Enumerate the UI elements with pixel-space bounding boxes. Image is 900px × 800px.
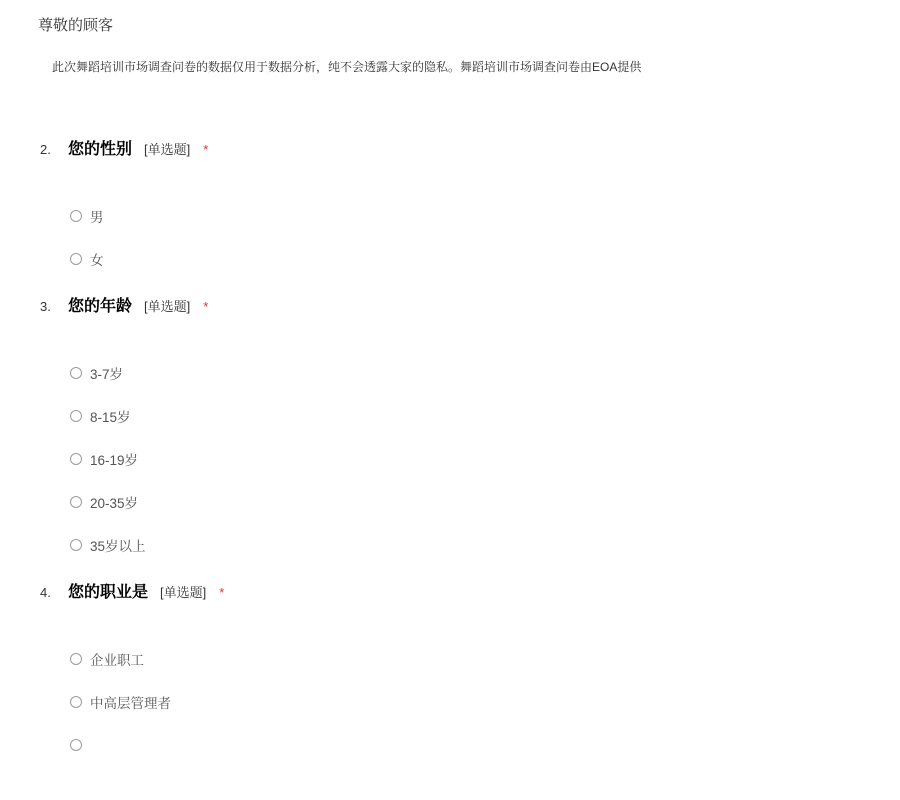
question-block-4 (38, 582, 900, 752)
radio-button-icon[interactable] (70, 696, 82, 708)
radio-option[interactable] (70, 252, 900, 266)
radio-option[interactable] (70, 209, 900, 223)
options-list (38, 209, 900, 266)
radio-option[interactable] (70, 366, 900, 380)
question-header (38, 139, 900, 161)
radio-option-label: 女 (90, 253, 104, 268)
question-type-label: [单选题] (160, 585, 207, 600)
radio-button-icon[interactable] (70, 653, 82, 665)
question-title: 您的年龄 (68, 298, 133, 315)
radio-option-label: 男 (90, 210, 104, 225)
radio-button-icon[interactable] (70, 367, 82, 379)
options-list (38, 366, 900, 552)
radio-option[interactable] (70, 538, 900, 552)
radio-button-icon[interactable] (70, 453, 82, 465)
radio-option[interactable] (70, 695, 900, 709)
radio-button-icon[interactable] (70, 539, 82, 551)
question-number: 2. (40, 142, 51, 157)
radio-option-label: 中高层管理者 (90, 696, 171, 711)
radio-button-icon[interactable] (70, 253, 82, 265)
radio-option[interactable] (70, 495, 900, 509)
required-asterisk: * (219, 585, 225, 600)
radio-button-icon[interactable] (70, 739, 82, 751)
question-number: 3. (40, 299, 51, 314)
radio-option-label: 35岁以上 (90, 539, 146, 554)
question-header (38, 296, 900, 318)
question-type-label: [单选题] (144, 299, 191, 314)
question-title: 您的职业是 (68, 584, 149, 601)
radio-option[interactable] (70, 652, 900, 666)
required-asterisk: * (203, 299, 209, 314)
survey-description: 此次舞蹈培训市场调查问卷的数据仅用于数据分析，纯不会透露大家的隐私。舞蹈培训市场调查问卷由EOA提供 (52, 60, 642, 74)
radio-option-partial[interactable] (70, 738, 900, 752)
radio-option-label: 8-15岁 (90, 410, 131, 425)
radio-button-icon[interactable] (70, 496, 82, 508)
radio-option-label: 16-19岁 (90, 453, 139, 468)
options-list (38, 652, 900, 752)
question-header (38, 582, 900, 604)
question-number: 4. (40, 585, 51, 600)
survey-title: 尊敬的顾客 (38, 17, 114, 34)
radio-option-label: 20-35岁 (90, 496, 139, 511)
radio-button-icon[interactable] (70, 410, 82, 422)
question-type-label: [单选题] (144, 142, 191, 157)
radio-option[interactable] (70, 409, 900, 423)
radio-button-icon[interactable] (70, 210, 82, 222)
radio-option[interactable] (70, 452, 900, 466)
question-block-3 (38, 296, 900, 552)
question-title: 您的性别 (68, 141, 133, 158)
radio-option-label: 企业职工 (90, 653, 144, 668)
question-block-2 (38, 139, 900, 266)
required-asterisk: * (203, 142, 209, 157)
radio-option-label: 3-7岁 (90, 367, 124, 382)
